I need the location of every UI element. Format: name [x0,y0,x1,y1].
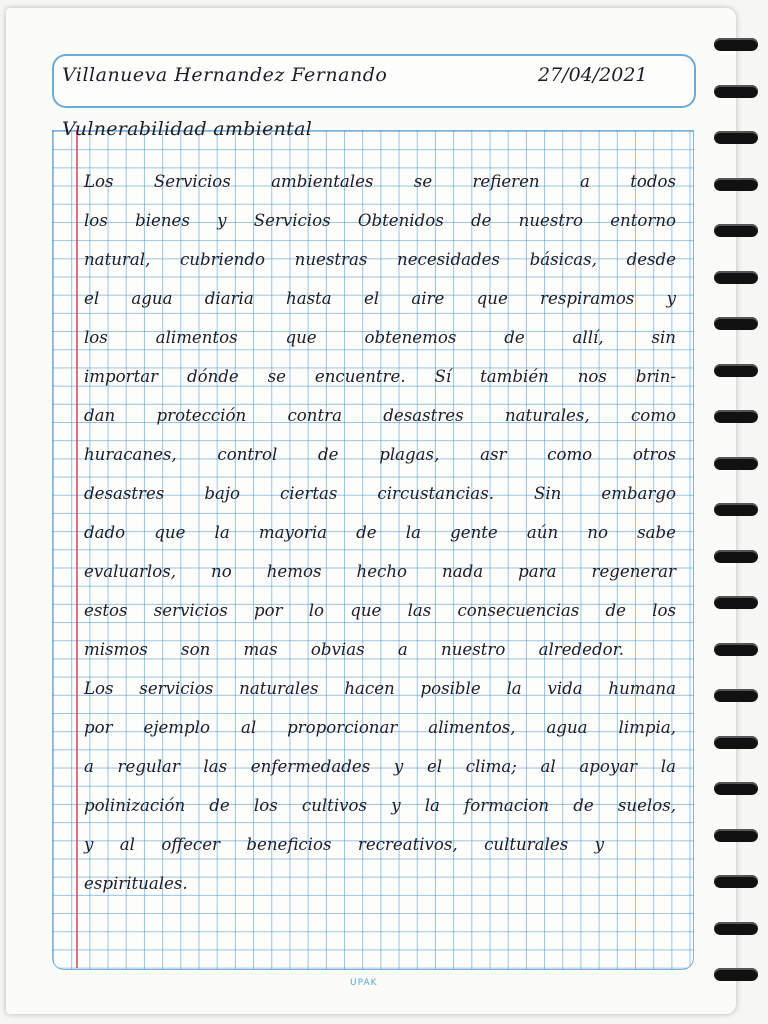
binding-ring [714,271,758,284]
body-line: desastres bajo ciertas circustancias. Sin embargo [84,484,676,503]
binding-ring [714,178,758,191]
binding-ring [714,922,758,935]
binding-ring [714,875,758,888]
body-line: importar dónde se encuentre. Sí también nos brin- [84,367,676,386]
body-line: espirituales. [84,874,188,893]
brand-mark: UPAK [350,978,378,988]
binding-ring [714,38,758,51]
binding-ring [714,364,758,377]
binding-ring [714,85,758,98]
spiral-binding [708,30,768,1020]
student-name: Villanueva Hernandez Fernando [62,64,388,86]
binding-ring [714,829,758,842]
body-line: dado que la mayoria de la gente aún no sabe [84,523,676,542]
body-line: huracanes, control de plagas, asr como otros [84,445,676,464]
body-line: y al offecer beneficios recreativos, culturales y [84,835,604,854]
body-line: polinización de los cultivos y la formacion de suelos, [84,796,676,815]
binding-ring [714,317,758,330]
body-line: Los Servicios ambientales se refieren a todos [84,172,676,191]
body-line: los bienes y Servicios Obtenidos de nuestro entorno [84,211,676,230]
page-title: Vulnerabilidad ambiental [62,118,313,140]
binding-ring [714,224,758,237]
body-line: el agua diaria hasta el aire que respiramos y [84,289,676,308]
binding-ring [714,503,758,516]
body-line: a regular las enfermedades y el clima; al apoyar la [84,757,676,776]
body-line: por ejemplo al proporcionar alimentos, agua limpia, [84,718,676,737]
body-line: los alimentos que obtenemos de allí, sin [84,328,676,347]
binding-ring [714,596,758,609]
body-line: dan protección contra desastres naturales, como [84,406,676,425]
red-margin-line [76,130,78,968]
binding-ring [714,410,758,423]
binding-ring [714,550,758,563]
body-line: estos servicios por lo que las consecuencias de los [84,601,676,620]
binding-ring [714,131,758,144]
binding-ring [714,689,758,702]
body-line: natural, cubriendo nuestras necesidades básicas, desde [84,250,676,269]
date: 27/04/2021 [538,64,648,86]
body-line: mismos son mas obvias a nuestro alrededor. [84,640,624,659]
binding-ring [714,736,758,749]
binding-ring [714,968,758,981]
body-line: evaluarlos, no hemos hecho nada para regenerar [84,562,676,581]
binding-ring [714,457,758,470]
binding-ring [714,782,758,795]
binding-ring [714,643,758,656]
body-line: Los servicios naturales hacen posible la vida humana [84,679,676,698]
